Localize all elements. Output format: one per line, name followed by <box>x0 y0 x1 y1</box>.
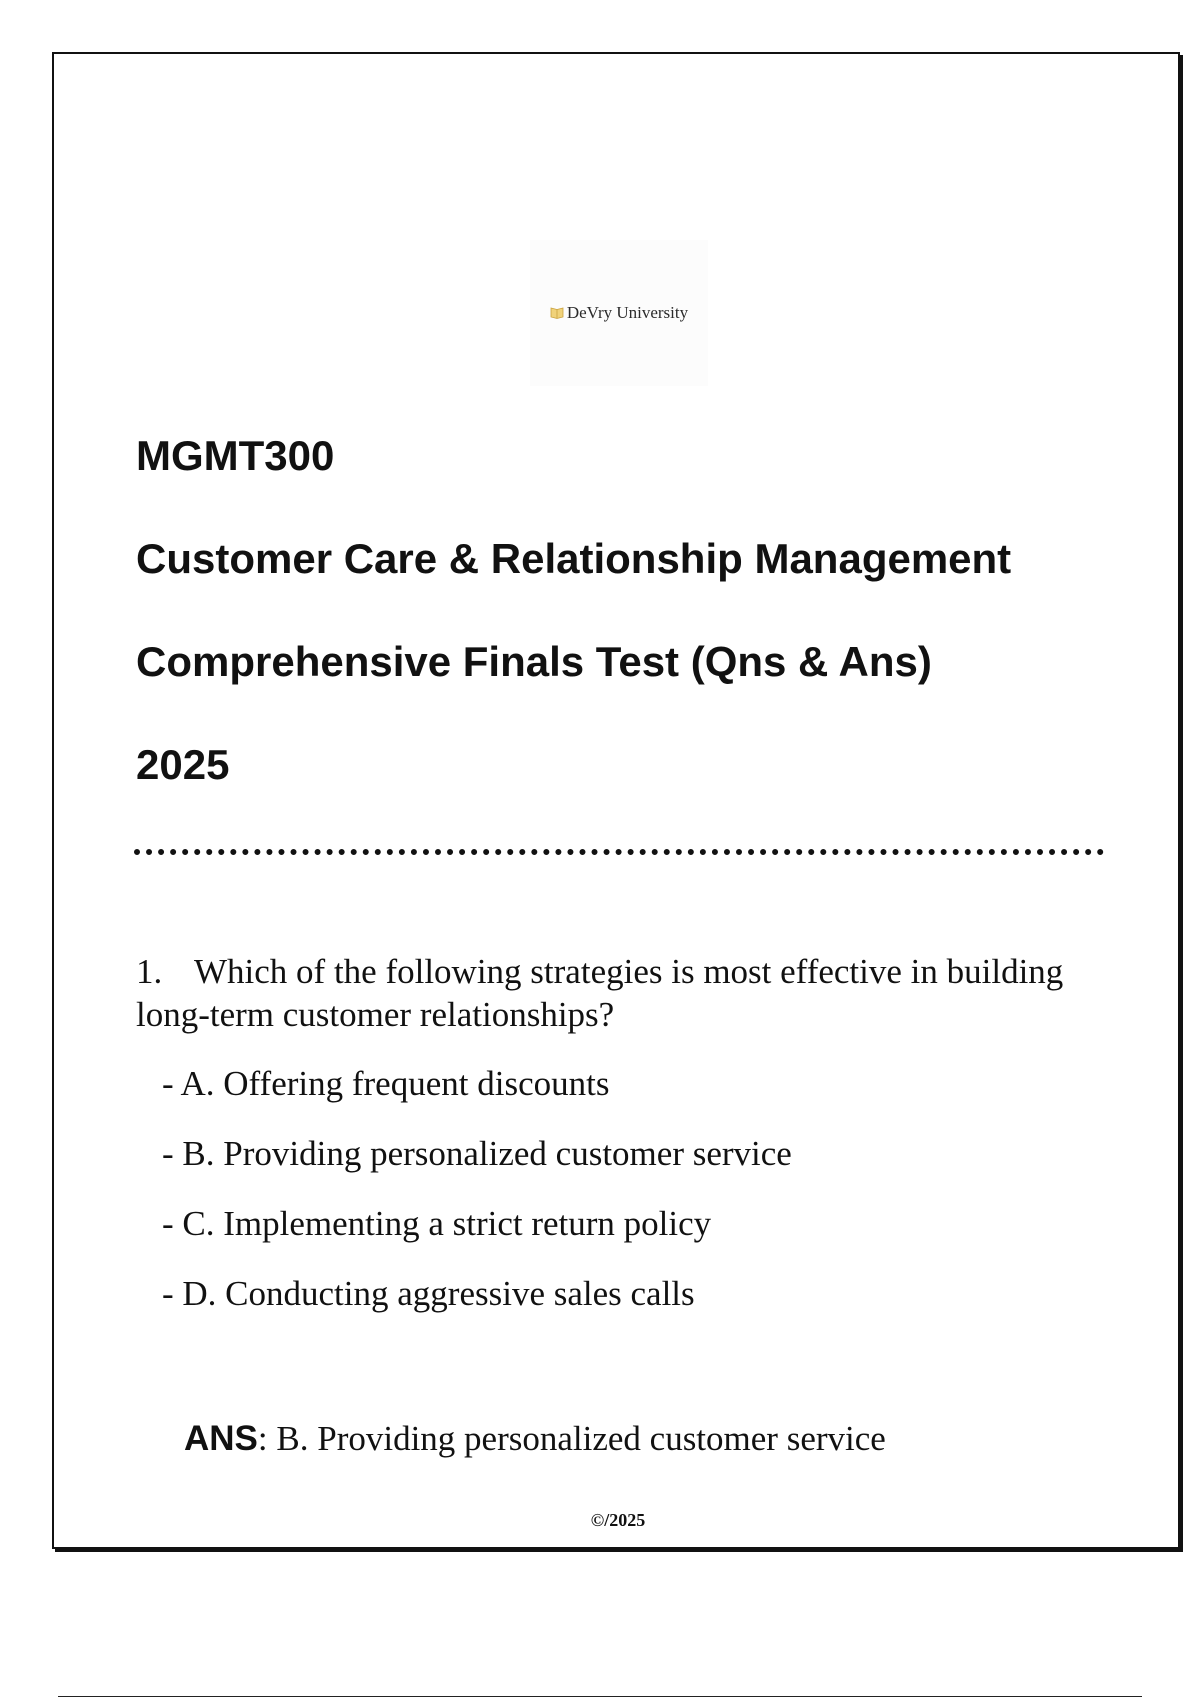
answer-label: ANS <box>184 1419 258 1458</box>
option-c: - C. Implementing a strict return policy <box>162 1204 712 1243</box>
course-code: MGMT300 <box>136 432 335 479</box>
dotted-divider <box>134 849 1104 855</box>
logo-text: DeVry University <box>566 303 689 322</box>
option-d: - D. Conducting aggressive sales calls <box>162 1274 695 1313</box>
university-logo <box>530 240 708 386</box>
course-name: Customer Care & Relationship Management <box>136 535 1012 582</box>
test-year: 2025 <box>136 741 230 788</box>
footer-copyright: ©/2025 <box>590 1510 646 1530</box>
question-1 <box>136 950 1106 1036</box>
option-a: - A. Offering frequent discounts <box>162 1064 610 1103</box>
logo-content <box>550 303 688 323</box>
option-b: - B. Providing personalized customer service <box>162 1134 792 1173</box>
book-shield-icon <box>550 306 564 320</box>
test-name: Comprehensive Finals Test (Qns & Ans) <box>136 638 932 685</box>
question-text: Which of the following strategies is most effective in building long-term customer relationships? <box>136 952 1064 1034</box>
answer-text: : B. Providing personalized customer service <box>257 1419 886 1458</box>
answer-line <box>184 1417 886 1460</box>
bottom-rule <box>58 1696 1142 1697</box>
question-number: 1. <box>136 952 163 991</box>
